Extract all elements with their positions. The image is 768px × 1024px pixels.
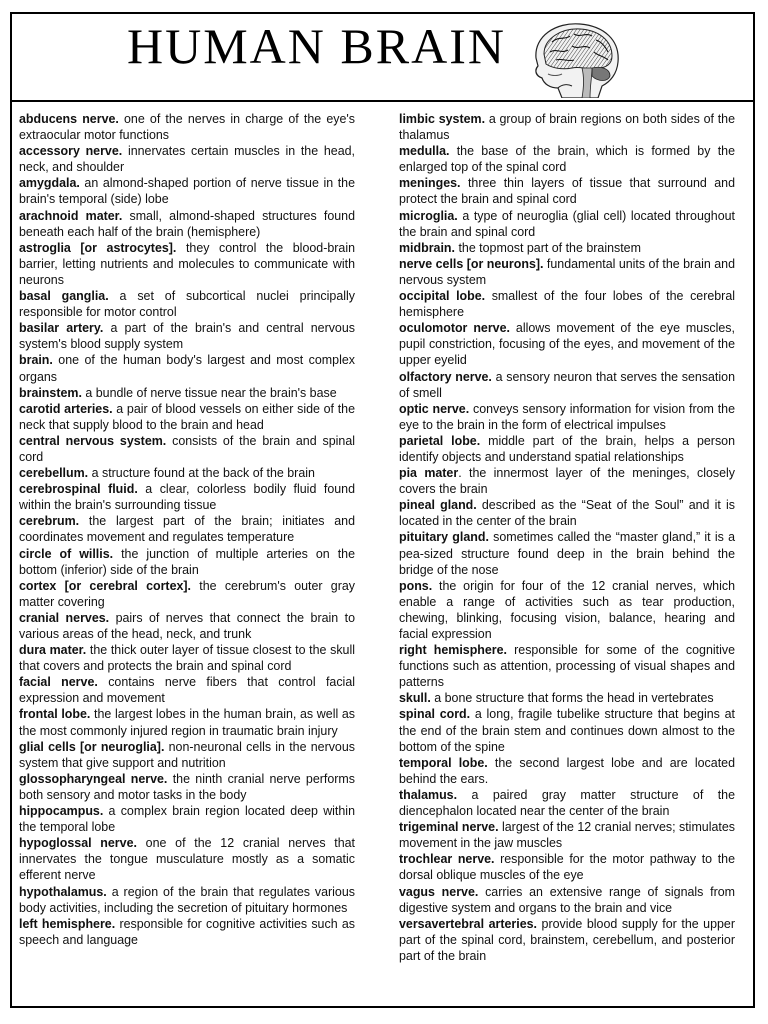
glossary-definition: they control the blood-brain barrier, letting nutrients and molecules to communicate with neurons (19, 240, 355, 287)
glossary-term: hypothalamus. (19, 884, 107, 899)
brain-anatomy-illustration (522, 18, 626, 98)
glossary-term: brainstem. (19, 385, 82, 400)
glossary-entry (19, 578, 355, 610)
glossary-term: versavertebral arteries. (399, 916, 537, 931)
glossary-entry (19, 111, 355, 143)
glossary-term: arachnoid mater. (19, 208, 123, 223)
glossary-entry (19, 433, 355, 465)
glossary-entry (399, 690, 735, 706)
glossary-term: astroglia [or astrocytes]. (19, 240, 177, 255)
glossary-definition: contains nerve fibers that control facial expression and movement (19, 675, 356, 706)
glossary-term: midbrain. (399, 240, 455, 255)
glossary-term: nerve cells [or neurons]. (399, 256, 544, 271)
glossary-term: medulla. (399, 144, 450, 159)
glossary-term: vagus nerve. (399, 884, 479, 899)
glossary-definition: the largest part of the brain; initiates and coordinates movement and regulates temperature (19, 514, 355, 545)
glossary-definition: allows movement of the eye muscles, pupil constriction, focusing of the eyes, and movement of the upper eyelid (399, 321, 735, 368)
glossary-definition: sometimes called the “master gland,” it is a pea-sized structure found deep in the brain behind the bridge of the nose (399, 530, 736, 577)
glossary-definition: innervates certain muscles in the head, neck, and shoulder (19, 144, 355, 175)
glossary-definition: a sensory neuron that serves the sensation of smell (399, 369, 735, 400)
glossary-column-left (19, 111, 355, 948)
glossary-definition: responsible for the motor pathway to the dorsal oblique muscles of the eye (399, 852, 735, 883)
glossary-entry (399, 578, 735, 642)
glossary-definition: small, almond-shaped structures found beneath each half of the brain (hemisphere) (19, 208, 355, 239)
glossary-entry (19, 771, 355, 803)
glossary-definition: the topmost part of the brainstem (454, 240, 641, 255)
glossary-entry (19, 401, 355, 433)
glossary-entry (399, 497, 735, 529)
glossary-term: central nervous system. (19, 433, 167, 448)
glossary-entry (399, 175, 735, 207)
glossary-term: microglia. (399, 208, 458, 223)
glossary-term: hypoglossal nerve. (19, 836, 137, 851)
glossary-term: pia mater (399, 466, 459, 481)
glossary-entry (399, 369, 735, 401)
glossary-term: oculomotor nerve. (399, 321, 510, 336)
glossary-definition: the second largest lobe and are located behind the ears. (399, 755, 735, 786)
glossary-definition: carries an extensive range of signals from digestive system and organs to the brain and vice (399, 884, 735, 915)
glossary-term: cranial nerves. (19, 610, 110, 625)
glossary-entry (19, 642, 355, 674)
glossary-entry (399, 208, 735, 240)
glossary-term: optic nerve. (399, 401, 470, 416)
glossary-entry (399, 706, 735, 754)
glossary-entry (19, 546, 355, 578)
glossary-definition: middle part of the brain, helps a person identify objects and understand spatial relationships (399, 433, 735, 464)
glossary-entry (399, 755, 735, 787)
glossary-definition: a set of subcortical nuclei principally responsible for motor control (19, 289, 355, 320)
glossary-entry (19, 240, 355, 288)
glossary-entry (19, 916, 355, 948)
glossary-definition: the ninth cranial nerve performs both sensory and motor tasks in the body (19, 771, 355, 802)
glossary-definition: a region of the brain that regulates various body activities, including the secretion of pituitary hormones (19, 884, 355, 915)
glossary-term: pituitary gland. (399, 530, 489, 545)
glossary-term: olfactory nerve. (399, 369, 492, 384)
glossary-entry (19, 706, 355, 738)
glossary-definition: the base of the brain, which is formed by the enlarged top of the spinal cord (399, 144, 735, 175)
glossary-entry (399, 433, 735, 465)
glossary-definition: fundamental units of the brain and nervous system (399, 256, 735, 287)
glossary-term: glial cells [or neuroglia]. (19, 739, 165, 754)
glossary-entry (19, 739, 355, 771)
glossary-definition: a clear, colorless bodily fluid found within the brain's surrounding tissue (19, 482, 355, 513)
glossary-term: skull. (399, 691, 431, 706)
glossary-definition: responsible for some of the cognitive functions such as attention, processing of visual shapes and patterns (399, 643, 736, 690)
glossary-definition: largest of the 12 cranial nerves; stimulates movement in the jaw muscles (399, 820, 735, 851)
glossary-term: trigeminal nerve. (399, 820, 499, 835)
glossary-definition: three thin layers of tissue that surround and protect the brain and spinal cord (399, 176, 735, 207)
glossary-definition: described as the “Seat of the Soul” and it is located in the center of the brain (399, 498, 735, 529)
glossary-column-right (399, 111, 735, 964)
glossary-entry (19, 513, 355, 545)
glossary-entry (19, 208, 355, 240)
glossary-definition: a complex brain region located deep within the temporal lobe (19, 804, 355, 835)
glossary-term: occipital lobe. (399, 289, 486, 304)
page-title: HUMAN BRAIN (127, 18, 506, 74)
glossary-definition: responsible for cognitive activities such as speech and language (19, 916, 355, 947)
glossary-definition: a pair of blood vessels on either side of the neck that supply blood to the brain and head (19, 401, 355, 432)
glossary-definition: the thick outer layer of tissue closest to the skull that covers and protects the brain and spinal cord (19, 643, 355, 674)
glossary-definition: a bundle of nerve tissue near the brain's base (81, 385, 337, 400)
glossary-definition: . the innermost layer of the meninges, closely covers the brain (399, 466, 735, 497)
glossary-definition: consists of the brain and spinal cord (19, 433, 355, 464)
glossary-term: facial nerve. (19, 675, 98, 690)
glossary-term: carotid arteries. (19, 401, 113, 416)
glossary-definition: an almond-shaped portion of nerve tissue in the brain's temporal (side) lobe (19, 176, 355, 207)
glossary-term: spinal cord. (399, 707, 471, 722)
glossary-entry (19, 674, 355, 706)
glossary-entry (19, 143, 355, 175)
glossary-definition: conveys sensory information for vision from the eye to the brain in the form of electrical impulses (399, 401, 736, 432)
glossary-definition: the largest lobes in the human brain, as well as the most commonly injured region in traumatic brain injury (19, 707, 356, 738)
glossary-entry (399, 320, 735, 368)
glossary-term: meninges. (399, 176, 461, 191)
glossary-term: temporal lobe. (399, 755, 488, 770)
glossary-definition: the cerebrum's outer gray matter covering (19, 578, 356, 609)
glossary-entry (19, 803, 355, 835)
glossary-entry (19, 884, 355, 916)
glossary-term: hippocampus. (19, 804, 104, 819)
glossary-entry (399, 851, 735, 883)
glossary-definition: a group of brain regions on both sides of the thalamus (399, 112, 736, 143)
glossary-term: amygdala. (19, 176, 80, 191)
glossary-entry (19, 481, 355, 513)
page-header (12, 14, 753, 102)
glossary-definition: non-neuronal cells in the nervous system that give support and nutrition (19, 739, 355, 770)
glossary-entry (399, 288, 735, 320)
glossary-definition: a structure found at the back of the brain (88, 466, 315, 481)
glossary-term: abducens nerve. (19, 112, 119, 126)
glossary-entry (399, 819, 735, 851)
glossary-definition: one of the 12 cranial nerves that innervates the tongue musculature mostly as a somatic efferent nerve (19, 836, 356, 883)
glossary-entry (19, 320, 355, 352)
glossary-definition: pairs of nerves that connect the brain to various areas of the head, neck, and trunk (19, 610, 356, 641)
glossary-definition: a long, fragile tubelike structure that begins at the end of the brain stem and continues down almost to the bottom of the spine (399, 707, 735, 754)
glossary-definition: a paired gray matter structure of the diencephalon located near the center of the brain (399, 787, 735, 819)
glossary-definition: a part of the brain's and central nervous system's blood supply system (19, 321, 355, 352)
glossary-entry (19, 610, 355, 642)
glossary-term: left hemisphere. (19, 916, 116, 931)
glossary-term: trochlear nerve. (399, 852, 495, 867)
glossary-term: glossopharyngeal nerve. (19, 771, 168, 786)
glossary-term: accessory nerve. (19, 144, 123, 159)
glossary-entry (399, 916, 735, 964)
glossary-term: cerebrum. (19, 514, 80, 529)
glossary-term: cerebellum. (19, 466, 89, 481)
glossary-definition: a bone structure that forms the head in vertebrates (430, 691, 714, 706)
glossary-definition: one of the nerves in charge of the eye's extraocular motor functions (19, 112, 355, 143)
glossary-term: cerebrospinal fluid. (19, 482, 138, 497)
glossary-entry (399, 143, 735, 175)
glossary-definition: a type of neuroglia (glial cell) located throughout the brain and spinal cord (399, 208, 735, 239)
glossary-page (10, 12, 755, 1008)
glossary-term: basilar artery. (19, 321, 104, 336)
glossary-term: pons. (399, 578, 433, 593)
glossary-definition: smallest of the four lobes of the cerebral hemisphere (399, 289, 735, 320)
glossary-term: parietal lobe. (399, 433, 481, 448)
glossary-entry (399, 884, 735, 916)
glossary-entry (19, 835, 355, 883)
glossary-term: right hemisphere. (399, 643, 508, 658)
glossary-entry (399, 465, 735, 497)
glossary-definition: one of the human body's largest and most complex organs (19, 353, 355, 384)
glossary-term: basal ganglia. (19, 289, 109, 304)
glossary-term: frontal lobe. (19, 707, 91, 722)
glossary-entry (399, 529, 735, 577)
glossary-definition: provide blood supply for the upper part of the spinal cord, brainstem, cerebellum, and posterior part of the brain (399, 916, 735, 963)
glossary-definition: the junction of multiple arteries on the bottom (inferior) side of the brain (19, 546, 355, 577)
glossary-definition: the origin for four of the 12 cranial nerves, which enable a range of activities such as tear production, chewing, blinking, focusing vision, balance, hearing and facial expression (399, 578, 735, 641)
glossary-entry (399, 787, 735, 819)
glossary-term: circle of willis. (19, 546, 114, 561)
glossary-term: brain. (19, 353, 53, 368)
glossary-entry (399, 642, 735, 690)
glossary-entry (399, 256, 735, 288)
glossary-term: pineal gland. (399, 498, 477, 513)
glossary-term: cortex [or cerebral cortex]. (19, 578, 192, 593)
glossary-entry (19, 385, 355, 401)
glossary-term: dura mater. (19, 643, 87, 658)
glossary-term: thalamus. (399, 787, 458, 802)
glossary-entry (19, 465, 355, 481)
glossary-entry (19, 175, 355, 207)
glossary-term: limbic system. (399, 112, 486, 126)
glossary-entry (399, 111, 735, 143)
glossary-entry (19, 352, 355, 384)
glossary-entry (399, 401, 735, 433)
glossary-entry (399, 240, 735, 256)
glossary-entry (19, 288, 355, 320)
